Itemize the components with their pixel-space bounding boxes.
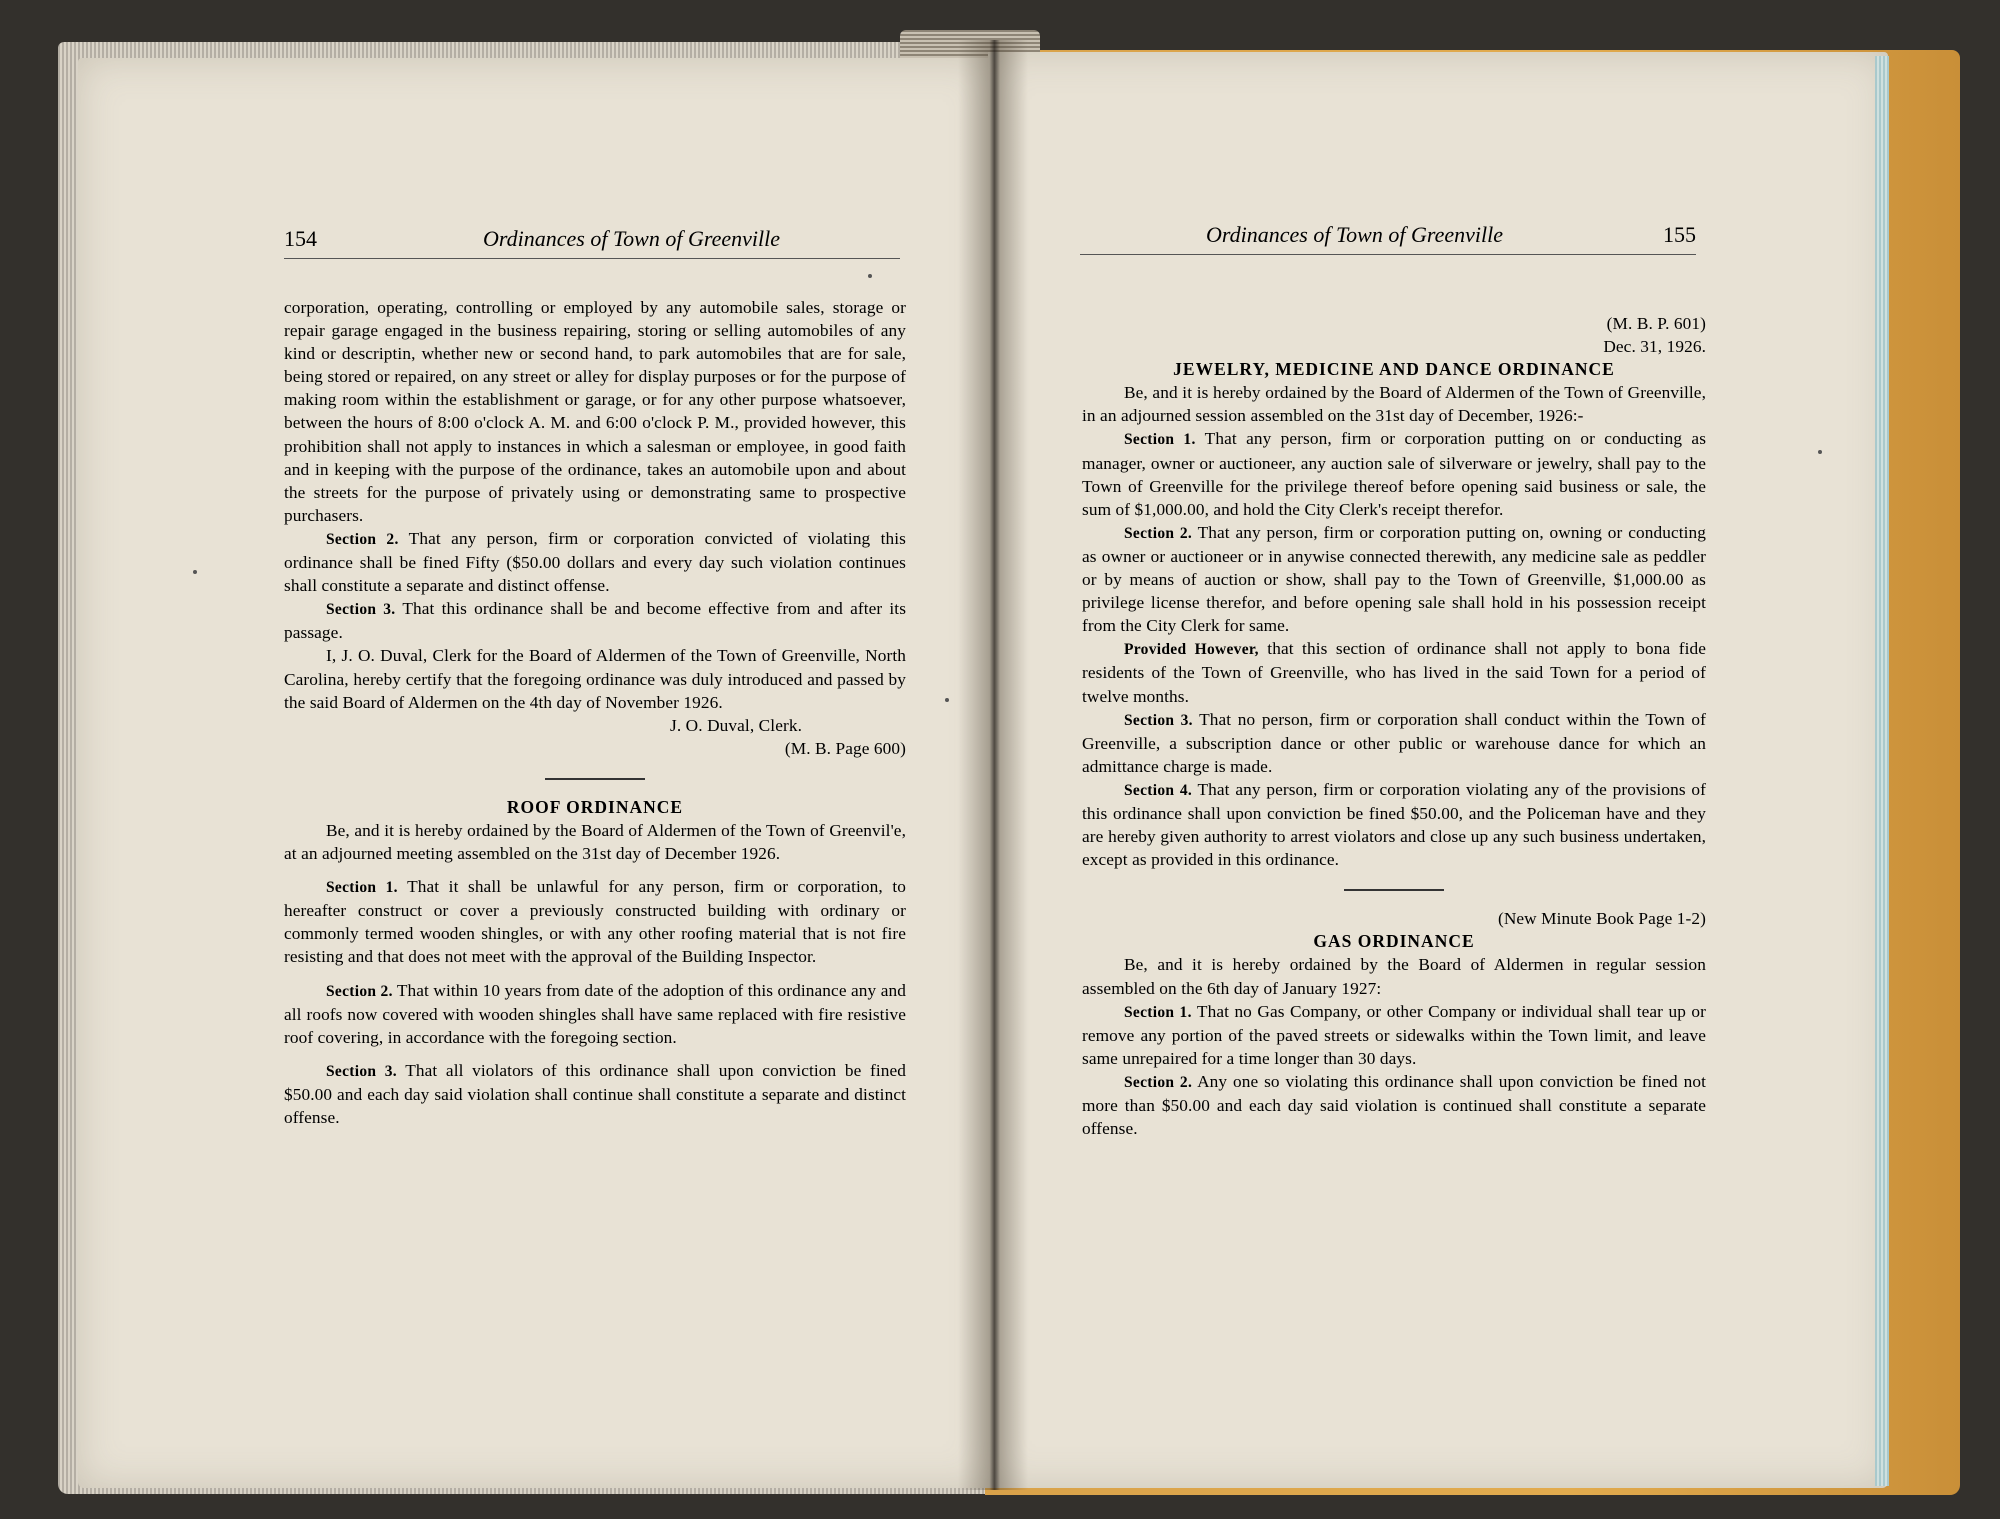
section-label: Section 1. <box>1124 1003 1192 1021</box>
section-text: That it shall be unlawful for any person, firm or corporation, to hereafter construct or cover a previously constructed building with ordinary or commonly termed wooden shingles, or with any other roofing material that is not fire resisting and that does not meet with the approval of the Building Inspector. <box>284 877 907 967</box>
clerk-signature: J. O. Duval, Clerk. <box>670 715 802 735</box>
section-text: That any person, firm or corporation putting on or conducting as manager, owner or auctioneer, any auction sale of silverware or jewelry, shall pay to the Town of Greenville for the privilege thereof before opening said business or sale, the sum of $1,000.00, and hold the City Clerk's receipt therefor. <box>1082 429 1707 519</box>
section-text: That any person, firm or corporation violating any of the provisions of this ordinance shall upon conviction be fined $50.00, and the Policeman have and they are hereby given authority to arrest violators and close up any such business undertaken, except as provided in this ordinance. <box>1082 779 1706 870</box>
paper-speck <box>868 274 872 278</box>
section-label: Section 3. <box>326 601 396 619</box>
right-page-text <box>1082 312 1706 1140</box>
section-paragraph <box>284 875 906 968</box>
ordinance-intro: Be, and it is hereby ordained by the Board of Aldermen of the Town of Greenville, in an adjourned session assembled on the 31st day of December, 1926:- <box>1082 383 1706 426</box>
section-paragraph <box>1082 708 1706 778</box>
section-divider <box>1344 889 1444 891</box>
ordinance-intro: Be, and it is hereby ordained by the Board of Aldermen in regular session assembled on the 6th day of January 1927: <box>1082 955 1706 998</box>
section-paragraph <box>1082 1070 1706 1140</box>
ordinance-heading: GAS ORDINANCE <box>1313 931 1475 952</box>
right-page-header <box>1080 222 1696 255</box>
book-gutter <box>958 40 1028 1490</box>
section-paragraph <box>1082 778 1706 871</box>
certification-paragraph: I, J. O. Duval, Clerk for the Board of Aldermen of the Town of Greenville, North Carolina, hereby certify that the foregoing ordinance was duly introduced and passed by the said Board of Aldermen on the 4th day of November 1926. <box>284 646 906 712</box>
section-paragraph <box>284 527 906 597</box>
section-text: That no Gas Company, or other Company or individual shall tear up or remove any portion of the paved streets or sidewalks within the Town limit, and leave same unrepaired for a time longer than 30 days. <box>1082 1001 1707 1068</box>
proviso-paragraph <box>1082 637 1706 707</box>
section-paragraph <box>1082 521 1706 637</box>
proviso-label: Provided However, <box>1124 641 1259 659</box>
section-text: Any one so violating this ordinance shall upon conviction be fined not more than $50.00 and each day said violation is continued shall constitute a separate offense. <box>1082 1071 1707 1139</box>
paper-speck <box>945 698 949 702</box>
minute-book-reference: (New Minute Book Page 1-2) <box>1497 909 1706 929</box>
section-paragraph <box>1082 427 1706 520</box>
section-label: Section 1. <box>1124 431 1196 449</box>
section-text: That any person, firm or corporation convicted of violating this ordinance shall be fined Fifty ($50.00 dollars and every day such violation continues shall constitute a separate and distinct offense. <box>284 528 907 596</box>
section-label: Section 1. <box>326 879 398 897</box>
minute-book-reference: (M. B. P. 601) <box>1606 314 1706 333</box>
section-text: That this ordinance shall be and become effective from and after its passage. <box>284 599 907 643</box>
running-title: Ordinances of Town of Greenville <box>1206 222 1503 247</box>
page-number: 155 <box>1663 222 1696 247</box>
section-text: That all violators of this ordinance shall upon conviction be fined $50.00 and each day said violation shall continue shall constitute a separate and distinct offense. <box>284 1060 907 1127</box>
section-label: Section 2. <box>1124 524 1193 542</box>
section-label: Section 4. <box>1124 781 1193 799</box>
section-text: That no person, firm or corporation shall conduct within the Town of Greenville, a subscription dance or other public or warehouse dance for which an admittance charge is made. <box>1082 709 1707 776</box>
section-paragraph <box>284 1059 906 1129</box>
section-paragraph <box>284 979 906 1049</box>
section-paragraph <box>1082 1000 1706 1070</box>
continued-paragraph: corporation, operating, controlling or employed by any automobile sales, storage or repair garage engaged in the business repairing, storing or selling automobiles of any kind or descriptin, whether new or second hand, to park automobiles that are for sale, being stored or repaired, on any street or alley for display purposes or for the purpose of making room within the establishment or garage, or for any other purpose whatsoever, between the hours of 8:00 o'clock A. M. and 6:00 o'clock P. M., provided however, this prohibition shall not apply to instances in which a salesman or employee, in good faith and in keeping with the purpose of the ordinance, takes an automobile upon and about the streets for the purpose of privately using or demonstrating same to prospective purchasers. <box>284 298 906 525</box>
page-number: 154 <box>284 226 317 251</box>
section-paragraph <box>284 597 906 644</box>
ordinance-heading: ROOF ORDINANCE <box>506 796 684 817</box>
left-page-header <box>284 226 900 259</box>
ordinance-intro: Be, and it is hereby ordained by the Board of Aldermen of the Town of Greenvil'e, at an adjourned meeting assembled on the 31st day of December 1926. <box>284 820 906 864</box>
section-divider <box>545 778 645 780</box>
ordinance-date: Dec. 31, 1926. <box>1603 337 1706 357</box>
section-text: That within 10 years from date of the adoption of this ordinance any and all roofs now covered with wooden shingles shall have same replaced with fire resistive roof covering, in accordance with the foregoing section. <box>284 980 906 1047</box>
minute-book-reference: (M. B. Page 600) <box>784 738 906 758</box>
section-text: That any person, firm or corporation putting on, owning or conducting as owner or auctioneer or in anywise connected therewith, any medicine sale as peddler or by means of auction or show, shall pay to the Town of Greenville, $1,000.00 as privilege license therefor, and before opening sale shall hold in his possession receipt from the City Clerk for same. <box>1082 522 1707 636</box>
section-label: Section 3. <box>326 1062 397 1080</box>
ordinance-heading: JEWELRY, MEDICINE AND DANCE ORDINANCE <box>1173 359 1615 380</box>
right-page-edges <box>1875 56 1889 1486</box>
paper-speck <box>1818 450 1822 454</box>
section-label: Section 2. <box>1124 1073 1193 1091</box>
section-label: Section 2. <box>326 530 399 548</box>
section-label: Section 2. <box>326 982 393 1000</box>
paper-speck <box>193 570 197 574</box>
running-title: Ordinances of Town of Greenville <box>483 226 780 251</box>
left-page-text <box>284 296 906 1129</box>
section-label: Section 3. <box>1124 711 1193 729</box>
proviso-text: that this section of ordinance shall not apply to bona fide residents of the Town of Greenville, who has lived in the said Town for a period of twelve months. <box>1082 639 1707 706</box>
